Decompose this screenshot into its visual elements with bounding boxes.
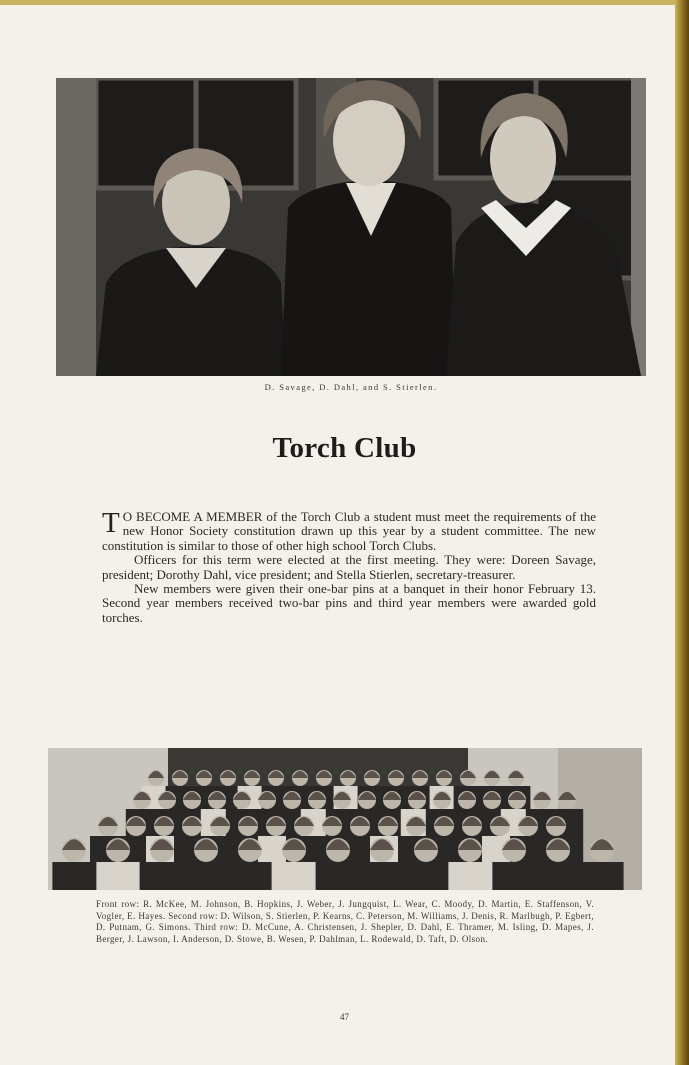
page-number: 47 (340, 1012, 349, 1022)
officers-photo-art (56, 78, 646, 376)
group-photo-caption: Front row: R. McKee, M. Johnson, B. Hopkins, J. Weber, J. Jungquist, L. Wear, C. Moody, D. Martin, E. Staffenson, V. Vogler, E. Hayes. Second row: D. Wilson, S. Stierlen, P. Kearns, C. Peterson, M. Williams, J. Denis, R. Marlbugh, P. Egbert, D. Putnam, G. Simons. Third row: D. McCune, A. Christensen, J. Shepler, D. Dahl, E. Thramer, M. Isling, D. Mapes, J. Berger, J. Lawson, I. Anderson, D. Stowe, B. Wesen, P. Dahlman, L. Rodewald, D. Taft, D. Olson. (96, 899, 594, 945)
officers-photo (56, 78, 646, 376)
paragraph-3: New members were given their one-bar pins at a banquet in their honor February 13. Second year members received two-bar pins and third year members were awarded gold torches. (102, 581, 596, 625)
paragraph-1-text: O BECOME A MEMBER of the Torch Club a student must meet the requirements of the new Honor Society constitution drawn up this year by a student committee. The new constitution is similar to those of other high school Torch Clubs. (102, 509, 596, 553)
paragraph-2: Officers for this term were elected at the first meeting. They were: Doreen Savage, president; Dorothy Dahl, vice president; and Stella Stierlen, secretary-treasurer. (102, 552, 596, 582)
drop-cap: T (102, 507, 120, 539)
officers-photo-caption: D. Savage, D. Dahl, and S. Stierlen. (264, 382, 438, 392)
book-binding (675, 0, 689, 1065)
group-photo (48, 748, 642, 890)
page-top-edge (0, 0, 689, 5)
paragraph-1 (102, 507, 596, 553)
page-title: Torch Club (272, 432, 417, 464)
group-photo-art (48, 748, 642, 890)
article-body (102, 507, 596, 625)
